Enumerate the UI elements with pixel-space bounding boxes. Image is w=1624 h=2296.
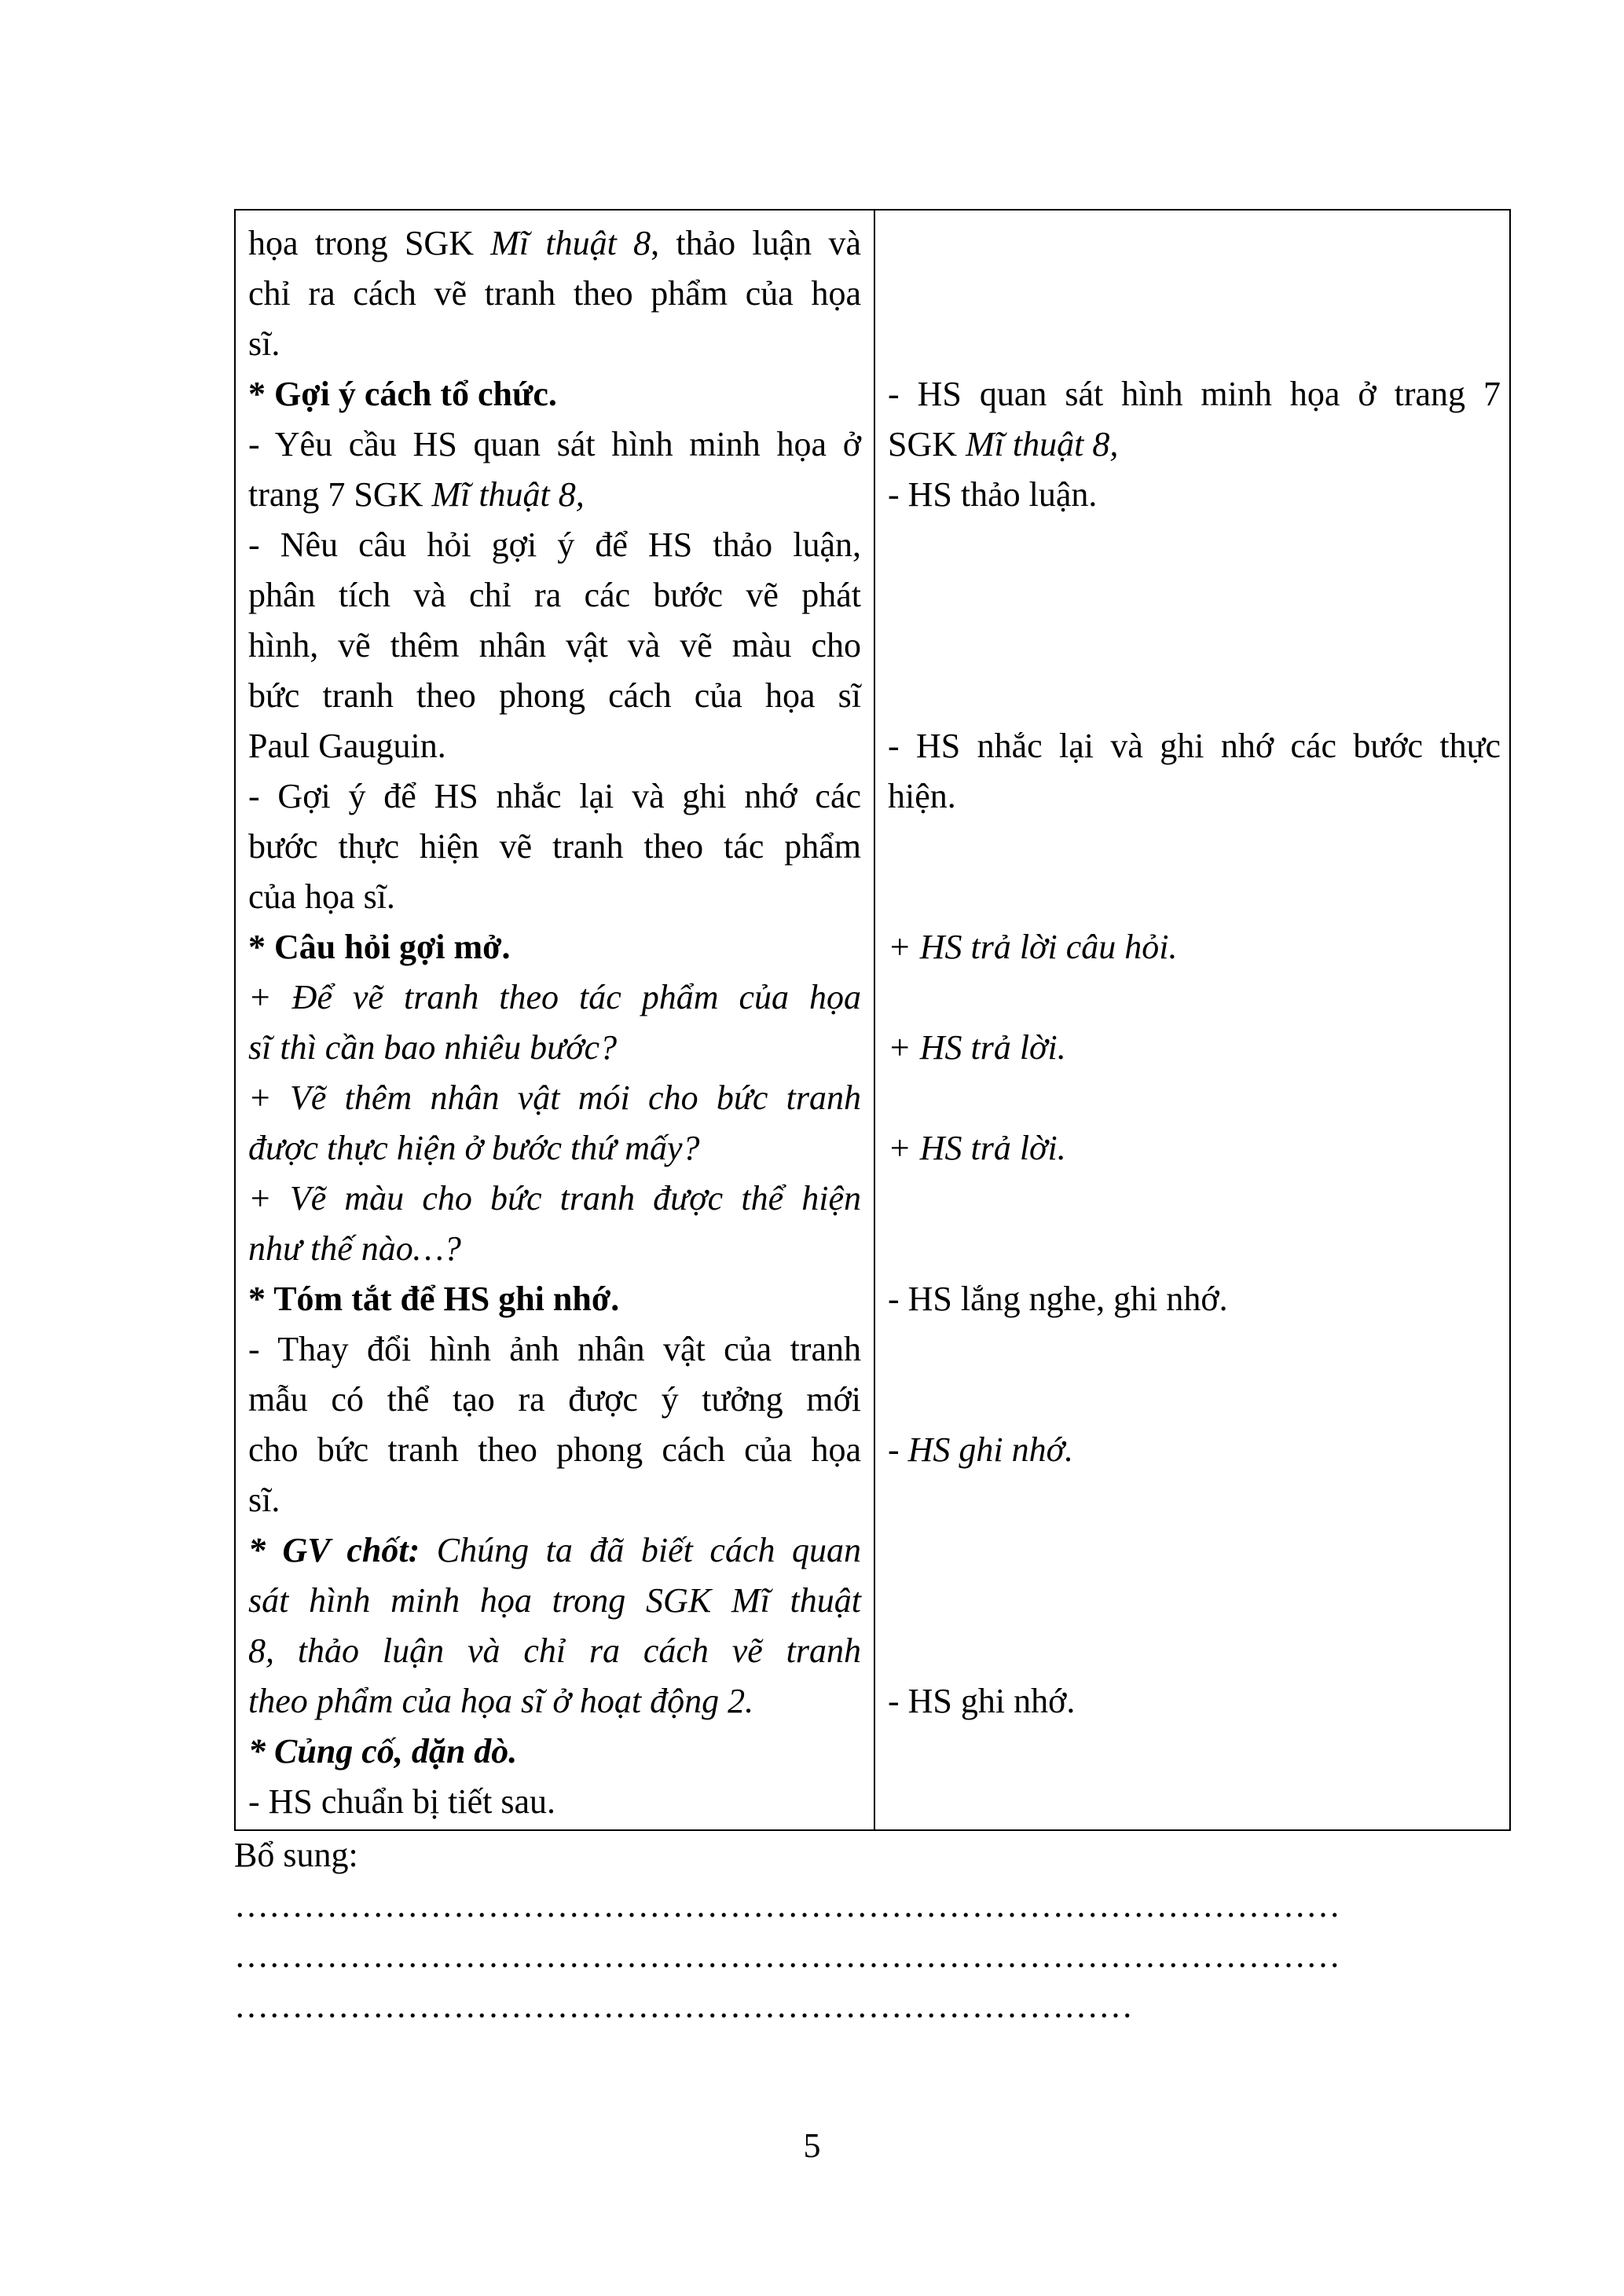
teacher-text-line <box>248 570 861 621</box>
teacher-text-line <box>248 922 861 972</box>
lesson-table <box>234 209 1511 1831</box>
teacher-text-line <box>248 419 861 470</box>
student-text-line <box>888 1274 1501 1324</box>
teacher-text-line <box>248 972 861 1023</box>
text-segment: + HS trả lời. <box>888 1129 1066 1167</box>
student-text-line <box>888 470 1501 520</box>
student-text-line <box>888 419 1501 470</box>
supplement-dots-line-2: …………………………………………………………………………………… <box>234 1936 1340 1975</box>
text-segment: Mĩ thuật 8 <box>490 224 651 262</box>
student-text-line <box>888 1676 1501 1727</box>
student-text-line <box>888 1425 1501 1475</box>
teacher-text-line <box>248 1626 861 1676</box>
student-text-line <box>888 721 1501 771</box>
text-segment: - HS lắng nghe, ghi nhớ. <box>888 1280 1228 1318</box>
teacher-text-line <box>248 1676 861 1727</box>
teacher-text-line <box>248 520 861 570</box>
teacher-text-line <box>248 1274 861 1324</box>
text-segment: * Gợi ý cách tổ chức. <box>248 375 557 413</box>
text-segment: Mĩ thuật 8, <box>431 475 585 514</box>
text-segment: SGK <box>888 425 966 463</box>
teacher-text-line <box>248 1324 861 1375</box>
teacher-text-line <box>248 1123 861 1174</box>
text-segment: - HS nhắc lại và ghi nhớ các bước thực <box>888 727 1501 765</box>
text-segment: cho bức tranh theo phong cách của họa <box>248 1430 861 1469</box>
teacher-text-line <box>248 319 861 369</box>
teacher-text-line <box>248 621 861 671</box>
teacher-text-line <box>248 721 861 771</box>
text-segment: * Tóm tắt để HS ghi nhớ. <box>248 1280 620 1318</box>
text-segment: của họa sĩ. <box>248 877 395 916</box>
student-text-line <box>888 1023 1501 1073</box>
supplement-label: Bổ sung: <box>234 1836 358 1874</box>
student-text-line <box>888 1123 1501 1174</box>
text-segment: * Củng cố, dặn dò. <box>248 1732 518 1771</box>
text-segment: bước thực hiện vẽ tranh theo tác phẩm <box>248 827 861 866</box>
text-segment: HS ghi nhớ. <box>907 1430 1074 1469</box>
text-segment: Chúng ta đã biết cách quan <box>420 1531 861 1569</box>
student-text-line <box>888 369 1501 419</box>
student-text-line <box>888 771 1501 822</box>
teacher-text-line <box>248 1023 861 1073</box>
text-segment: + Vẽ màu cho bức tranh được thể hiện <box>248 1179 861 1218</box>
text-segment: phân tích và chỉ ra các bước vẽ phát <box>248 576 861 614</box>
text-segment: - HS thảo luận. <box>888 475 1098 514</box>
text-segment: - Gợi ý để HS nhắc lại và ghi nhớ các <box>248 777 861 815</box>
text-segment: hình, vẽ thêm nhân vật và vẽ màu cho <box>248 626 861 665</box>
teacher-text-line <box>248 671 861 721</box>
supplement-dots-line-3: …………………………………………………………………… <box>234 1987 1133 2025</box>
text-segment: + HS trả lời câu hỏi. <box>888 928 1178 966</box>
text-segment: sĩ thì cần bao nhiêu bước? <box>248 1028 618 1067</box>
teacher-text-line <box>248 1174 861 1224</box>
text-segment: * GV chốt: <box>248 1531 420 1569</box>
teacher-text-line <box>248 822 861 872</box>
teacher-text-line <box>248 1525 861 1576</box>
text-segment: sát hình minh họa trong SGK Mĩ thuật <box>248 1581 861 1620</box>
text-segment: sĩ. <box>248 1481 280 1519</box>
teacher-text-line <box>248 470 861 520</box>
teacher-text-line <box>248 1375 861 1425</box>
text-segment: sĩ. <box>248 324 280 363</box>
teacher-text-line <box>248 1777 861 1827</box>
text-segment: + Để vẽ tranh theo tác phẩm của họa <box>248 978 861 1016</box>
text-segment: được thực hiện ở bước thứ mấy? <box>248 1129 700 1167</box>
text-segment: 8, thảo luận và chỉ ra cách vẽ tranh <box>248 1631 861 1670</box>
teacher-text-line <box>248 1224 861 1274</box>
text-segment: - Nêu câu hỏi gợi ý để HS thảo luận, <box>248 525 861 564</box>
text-segment: mẫu có thể tạo ra được ý tưởng mới <box>248 1380 861 1419</box>
text-segment: - Thay đổi hình ảnh nhân vật của tranh <box>248 1330 861 1368</box>
text-segment: họa trong SGK <box>248 224 491 262</box>
text-segment: - HS quan sát hình minh họa ở trang 7 <box>888 375 1501 413</box>
teacher-text-line <box>248 1475 861 1525</box>
teacher-text-line <box>248 269 861 319</box>
text-segment: - HS ghi nhớ. <box>888 1682 1076 1720</box>
page-number: 5 <box>803 2126 821 2165</box>
text-segment: * Câu hỏi gợi mở. <box>248 928 511 966</box>
supplement-dots-line-1: …………………………………………………………………………………… <box>234 1886 1340 1924</box>
text-segment: + HS trả lời. <box>888 1028 1066 1067</box>
text-segment: bức tranh theo phong cách của họa sĩ <box>248 676 861 715</box>
text-segment: - Yêu cầu HS quan sát hình minh họa ở <box>248 425 861 463</box>
text-segment: - HS chuẩn bị tiết sau. <box>248 1782 556 1821</box>
teacher-text-line <box>248 771 861 822</box>
text-segment: Mĩ thuật 8, <box>966 425 1119 463</box>
teacher-text-line <box>248 1425 861 1475</box>
text-segment: hiện. <box>888 777 956 815</box>
text-segment: theo phẩm của họa sĩ ở hoạt động 2. <box>248 1682 754 1720</box>
text-segment: trang 7 SGK <box>248 475 432 514</box>
text-segment: - <box>888 1430 908 1469</box>
text-segment: chỉ ra cách vẽ tranh theo phẩm của họa <box>248 274 861 313</box>
teacher-text-line <box>248 218 861 269</box>
text-segment: như thế nào…? <box>248 1229 461 1268</box>
text-segment: Paul Gauguin. <box>248 727 446 765</box>
teacher-text-line <box>248 1576 861 1626</box>
teacher-text-line <box>248 872 861 922</box>
text-segment: + Vẽ thêm nhân vật mói cho bức tranh <box>248 1078 861 1117</box>
teacher-text-line <box>248 1073 861 1123</box>
teacher-text-line <box>248 369 861 419</box>
student-text-line <box>888 922 1501 972</box>
text-segment: , thảo luận và <box>651 224 861 262</box>
teacher-text-line <box>248 1727 861 1777</box>
column-divider <box>874 211 875 1829</box>
